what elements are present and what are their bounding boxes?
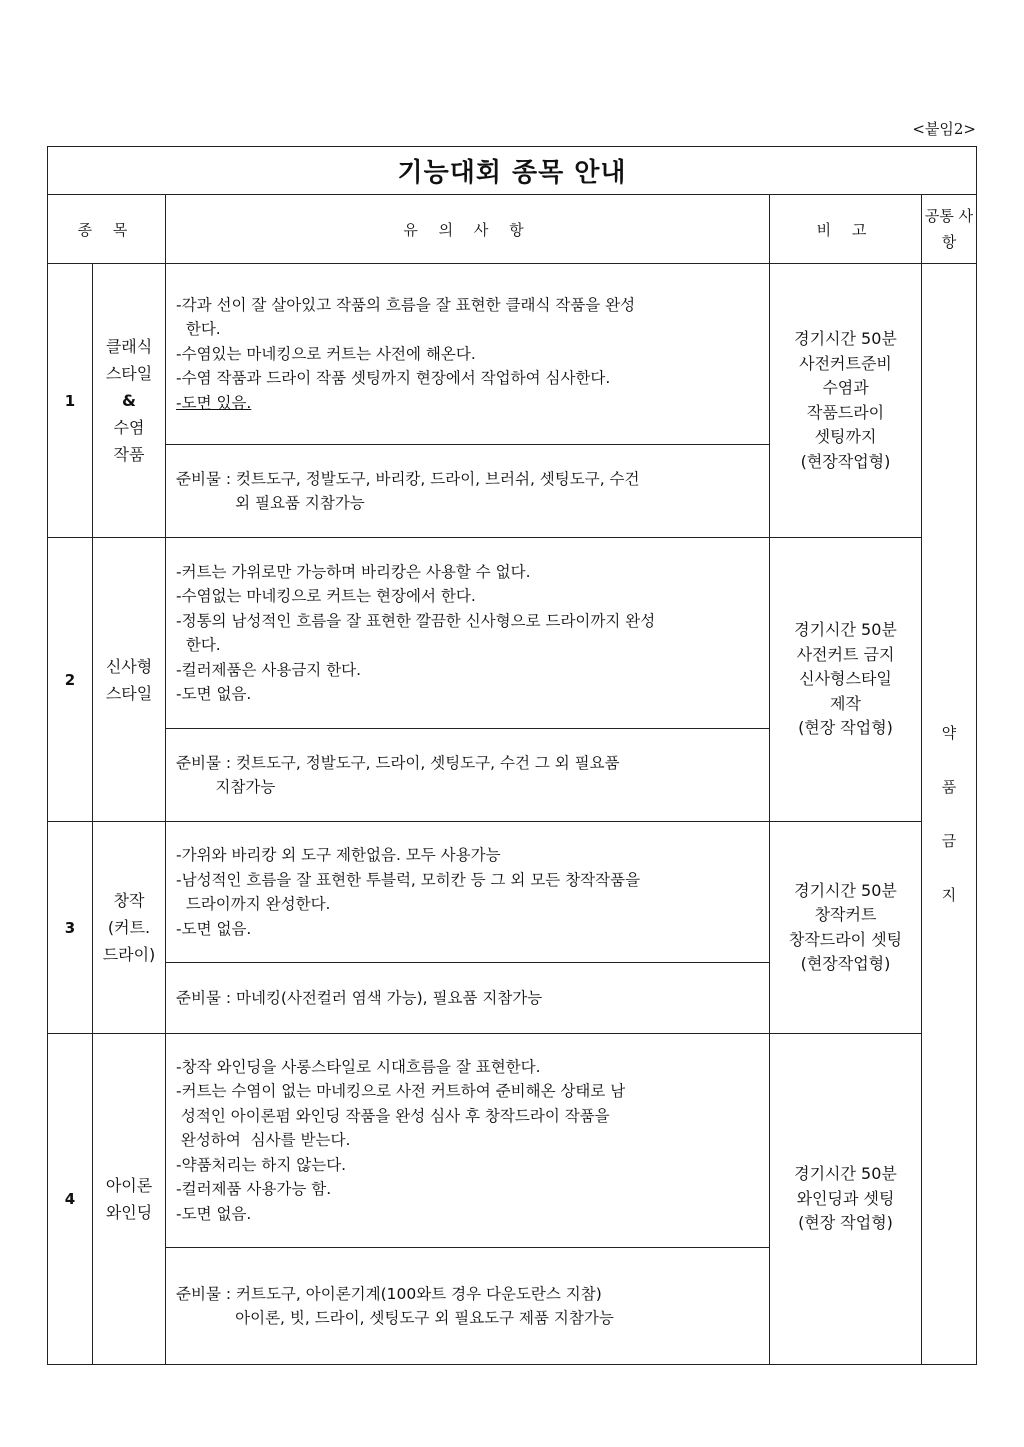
header-category: 종 목 <box>48 195 166 264</box>
header-common: 공통 사항 <box>922 195 977 264</box>
event-notes: -각과 선이 잘 살아있고 작품의 흐름을 잘 표현한 클래식 작품을 완성 한다. -수염있는 마네킹으로 커트는 사전에 해온다. -수염 작품과 드라이 작품 셋팅까지 현장에서 작업하여 심사한다. -도면 있음. <box>166 264 770 445</box>
header-notes: 유 의 사 항 <box>166 195 770 264</box>
header-remarks: 비 고 <box>770 195 922 264</box>
attachment-label: <붙임2> <box>912 120 976 138</box>
event-name: 클래식 스타일 & 수염 작품 <box>93 264 166 538</box>
table-row <box>48 822 977 963</box>
event-remarks: 경기시간 50분 사전커트준비 수염과 작품드라이 셋팅까지 (현장작업형) <box>770 264 922 538</box>
event-preparation: 준비물 : 컷트도구, 정발도구, 바리캉, 드라이, 브러쉬, 셋팅도구, 수건 외 필요품 지참가능 <box>166 445 770 538</box>
event-name: 신사형 스타일 <box>93 538 166 822</box>
event-notes: -가위와 바리캉 외 도구 제한없음. 모두 사용가능 -남성적인 흐름을 잘 표현한 투블럭, 모히칸 등 그 외 모든 창작작품을 드라이까지 완성한다. -도면 없음. <box>166 822 770 963</box>
table-row <box>48 1034 977 1248</box>
row-number: 3 <box>48 822 93 1034</box>
table-row <box>48 264 977 445</box>
common-note: 약 품 금 지 <box>922 264 977 1365</box>
event-preparation: 준비물 : 마네킹(사전컬러 염색 가능), 필요품 지참가능 <box>166 963 770 1034</box>
row-number: 4 <box>48 1034 93 1365</box>
header-row <box>48 195 977 264</box>
event-name: 창작 (커트. 드라이) <box>93 822 166 1034</box>
event-notes: -커트는 가위로만 가능하며 바리캉은 사용할 수 없다. -수염없는 마네킹으로 커트는 현장에서 한다. -정통의 남성적인 흐름을 잘 표현한 깔끔한 신사형으로 드라이까지 완성 한다. -컬러제품은 사용금지 한다. -도면 없음. <box>166 538 770 729</box>
event-preparation: 준비물 : 커트도구, 아이론기계(100와트 경우 다운도란스 지참) 아이론, 빗, 드라이, 셋팅도구 외 필요도구 제품 지참가능 <box>166 1248 770 1365</box>
event-notes: -창작 와인딩을 사롱스타일로 시대흐름을 잘 표현한다. -커트는 수염이 없는 마네킹으로 사전 커트하여 준비해온 상태로 남 성적인 아이론펌 와인딩 작품을 완성 심사 후 창작드라이 작품을 완성하여 심사를 받는다. -약품처리는 하지 않는다. -컬러제품 사용가능 함. -도면 없음. <box>166 1034 770 1248</box>
event-remarks: 경기시간 50분 와인딩과 셋팅 (현장 작업형) <box>770 1034 922 1365</box>
event-remarks: 경기시간 50분 사전커트 금지 신사형스타일 제작 (현장 작업형) <box>770 538 922 822</box>
row-number: 1 <box>48 264 93 538</box>
row-number: 2 <box>48 538 93 822</box>
event-name: 아이론 와인딩 <box>93 1034 166 1365</box>
event-guide-table <box>47 146 977 1365</box>
event-remarks: 경기시간 50분 창작커트 창작드라이 셋팅 (현장작업형) <box>770 822 922 1034</box>
event-preparation: 준비물 : 컷트도구, 정발도구, 드라이, 셋팅도구, 수건 그 외 필요품 지참가능 <box>166 729 770 822</box>
table-row <box>48 538 977 729</box>
document-title: 기능대회 종목 안내 <box>48 147 977 195</box>
